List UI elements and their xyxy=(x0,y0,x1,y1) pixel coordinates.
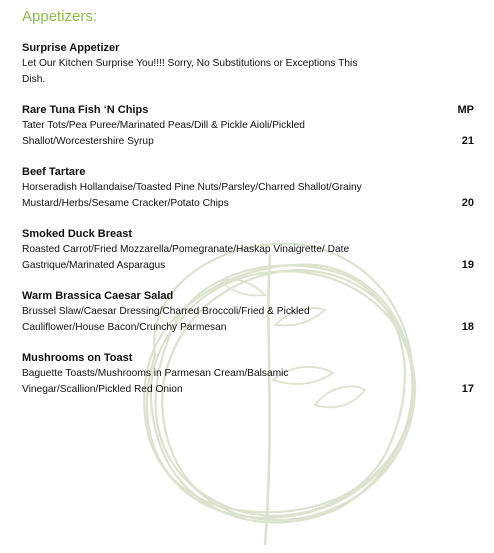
item-description: Baguette Toasts/Mushrooms in Parmesan Cream/Balsamic Vinegar/Scallion/Pickled Red Onion xyxy=(22,368,289,395)
item-price: 20 xyxy=(461,197,474,209)
menu-item xyxy=(22,165,474,225)
item-price: 18 xyxy=(461,321,474,333)
item-name: Smoked Duck Breast xyxy=(22,228,133,240)
menu-item xyxy=(22,103,474,163)
item-description: Brussel Slaw/Caesar Dressing/Charred Broccoli/Fried & Pickled Cauliflower/House Bacon/Crunchy Parmesan xyxy=(22,306,310,333)
item-name: Rare Tuna Fish ‘N Chips xyxy=(22,104,149,116)
item-name: Warm Brassica Caesar Salad xyxy=(22,290,174,302)
section-title: Appetizers: xyxy=(22,8,98,25)
item-name: Surprise Appetizer xyxy=(22,42,120,54)
item-description: Horseradish Hollandaise/Toasted Pine Nuts/Parsley/Charred Shallot/Grainy Mustard/Herbs/Sesame Cracker/Potato Chips xyxy=(22,182,362,209)
item-name: Mushrooms on Toast xyxy=(22,352,133,364)
menu-item xyxy=(22,351,474,411)
item-price: MP xyxy=(457,104,474,116)
item-price: 19 xyxy=(461,259,474,271)
item-price: 17 xyxy=(461,383,474,395)
item-description: Tater Tots/Pea Puree/Marinated Peas/Dill & Pickle Aioli/Pickled Shallot/Worcestershire Syrup xyxy=(22,120,305,147)
item-name: Beef Tartare xyxy=(22,166,86,178)
menu-section xyxy=(22,8,474,411)
item-description: Roasted Carrot/Fried Mozzarella/Pomegranate/Haskap Vinaigrette/ Date Gastrique/Marinated Asparagus xyxy=(22,244,350,271)
menu-item xyxy=(22,289,474,349)
item-description: Let Our Kitchen Surprise You!!!! Sorry, No Substitutions or Exceptions This Dish. xyxy=(22,58,358,85)
item-price: 21 xyxy=(461,135,474,147)
menu-item xyxy=(22,227,474,287)
